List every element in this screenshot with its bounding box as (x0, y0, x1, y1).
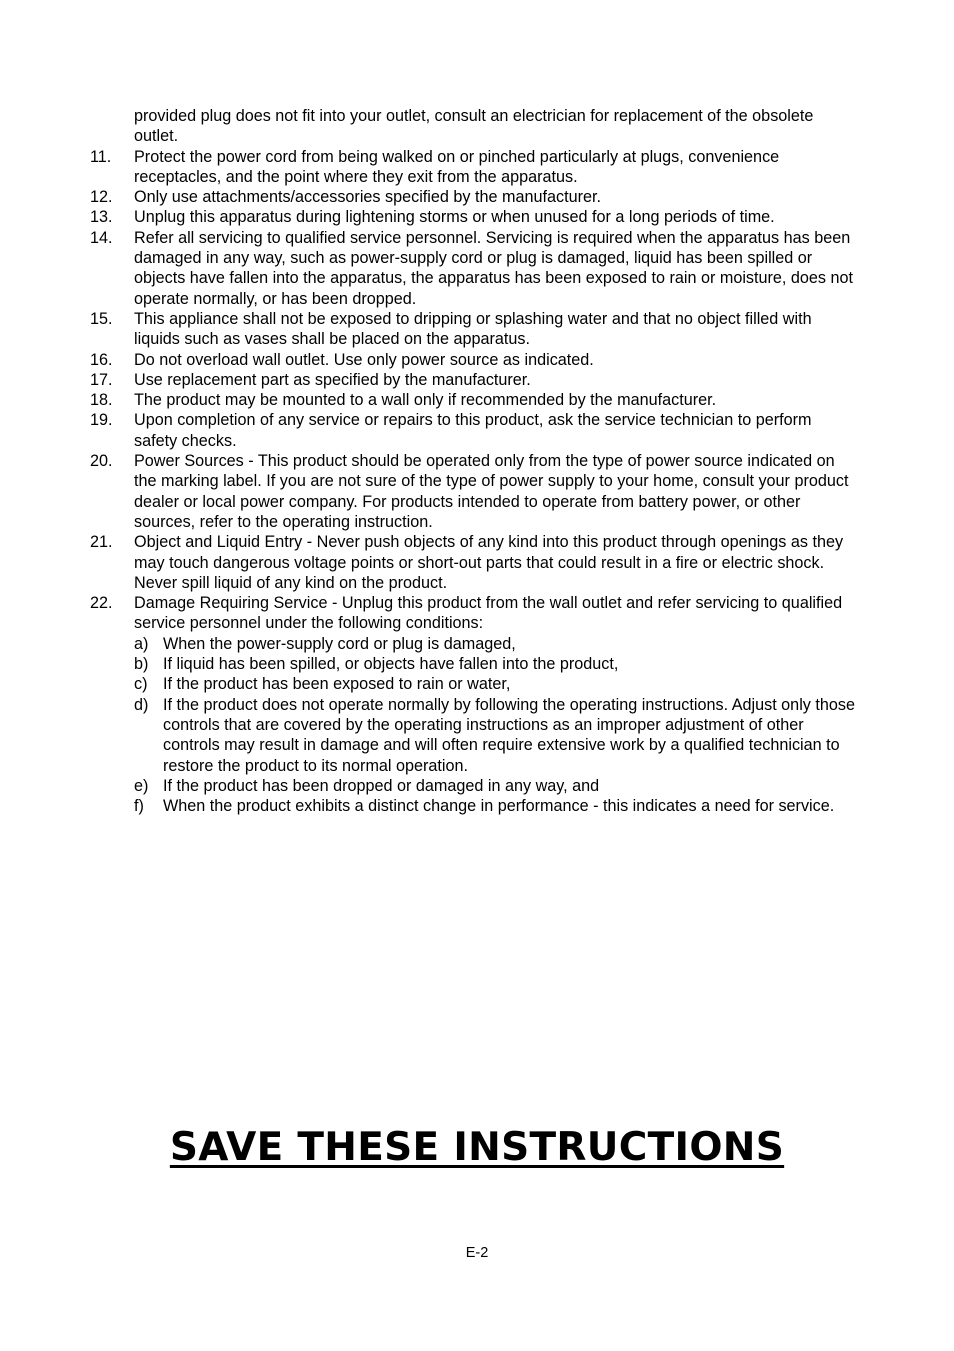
list-number: 14. (90, 228, 113, 247)
sub-list-text: If the product has been dropped or damaged in any way, and (163, 776, 600, 795)
sub-list-letter: b) (134, 655, 149, 674)
continuation-paragraph (90, 106, 856, 147)
safety-instructions-list (90, 106, 856, 816)
list-item-13 (90, 207, 856, 227)
list-item-19 (90, 410, 856, 451)
list-number: 20. (90, 452, 113, 471)
list-number: 12. (90, 188, 113, 207)
list-item-text: The product may be mounted to a wall only if recommended by the manufacturer. (134, 391, 717, 410)
list-item-11 (90, 147, 856, 188)
list-item-14 (90, 228, 856, 309)
list-item-21 (90, 532, 856, 593)
list-number: 21. (90, 533, 113, 552)
sub-list-text: If the product does not operate normally by following the operating instructions. Adjust only those controls that are covered by the operating instructions as an improper adjustment of other controls may result in damage and will often require extensive work by a qualified technician to restore the product to its normal operation. (163, 695, 855, 775)
sub-list-item-d (134, 695, 856, 776)
sub-list-item-f (134, 796, 856, 816)
list-item-text: This appliance shall not be exposed to dripping or splashing water and that no object filled with liquids such as vases shall be placed on the apparatus. (134, 309, 812, 349)
list-item-16 (90, 350, 856, 370)
list-number: 19. (90, 411, 113, 430)
list-number-empty (90, 106, 134, 147)
page-number: E-2 (465, 1245, 489, 1261)
list-item-text: Refer all servicing to qualified service personnel. Servicing is required when the apparatus has been damaged in any way, such as power-supply cord or plug is damaged, liquid has been spilled or objects have fallen into the apparatus, the apparatus has been exposed to rain or moisture, does not operate normally, or has been dropped. (134, 228, 854, 308)
sub-list-text: When the power-supply cord or plug is damaged, (163, 634, 516, 653)
list-item-text: Do not overload wall outlet. Use only power source as indicated. (134, 350, 594, 369)
sub-list-item-a (134, 634, 856, 654)
sub-list (134, 634, 856, 817)
list-number: 13. (90, 208, 113, 227)
list-item-17 (90, 370, 856, 390)
list-number: 22. (90, 594, 113, 613)
sub-list-letter: e) (134, 776, 149, 795)
list-item-text: provided plug does not fit into your outlet, consult an electrician for replacement of the obsolete outlet. (134, 107, 814, 146)
list-item-text: Protect the power cord from being walked on or pinched particularly at plugs, convenience receptacles, and the point where they exit from the apparatus. (134, 147, 780, 186)
sub-list-letter: a) (134, 634, 149, 653)
list-item-12 (90, 187, 856, 207)
list-item-text: Power Sources - This product should be operated only from the type of power source indicated on the marking label. If you are not sure of the type of power supply to your home, consult your product dealer or local power company. For products intended to operate from battery power, or other sources, refer to the operating instruction. (134, 452, 849, 531)
list-item-text: Only use attachments/accessories specified by the manufacturer. (134, 188, 601, 207)
sub-list-item-c (134, 674, 856, 694)
sub-list-letter: d) (134, 695, 149, 714)
list-number: 15. (90, 309, 113, 328)
list-item-text: Damage Requiring Service - Unplug this product from the wall outlet and refer servicing to qualified service personnel under the following conditions: (134, 594, 843, 633)
list-number: 17. (90, 370, 113, 389)
list-number: 18. (90, 391, 113, 410)
list-item-22 (90, 593, 856, 634)
sub-list-text: When the product exhibits a distinct change in performance - this indicates a need for service. (163, 797, 835, 816)
list-number: 16. (90, 350, 113, 369)
sub-list-item-b (134, 654, 856, 674)
list-item-15 (90, 309, 856, 350)
list-item-20 (90, 451, 856, 532)
sub-list-letter: c) (134, 675, 148, 694)
heading-text: SAVE THESE INSTRUCTIONS (169, 1125, 785, 1170)
sub-list-text: If liquid has been spilled, or objects have fallen into the product, (163, 655, 619, 674)
list-item-text: Upon completion of any service or repairs to this product, ask the service technician to perform safety checks. (134, 411, 812, 450)
sub-list-letter: f) (134, 797, 144, 816)
list-number: 11. (90, 147, 112, 166)
sub-list-item-e (134, 776, 856, 796)
list-item-text: Object and Liquid Entry - Never push objects of any kind into this product through openings as they may touch dangerous voltage points or short-out parts that could result in a fire or electric shock. Never spill liquid of any kind on the product. (134, 533, 844, 592)
list-item-text: Unplug this apparatus during lightening storms or when unused for a long periods of time. (134, 208, 775, 227)
list-item-18 (90, 390, 856, 410)
sub-list-text: If the product has been exposed to rain or water, (163, 675, 511, 694)
save-instructions-heading (0, 1120, 954, 1176)
list-item-text: Use replacement part as specified by the manufacturer. (134, 370, 531, 389)
